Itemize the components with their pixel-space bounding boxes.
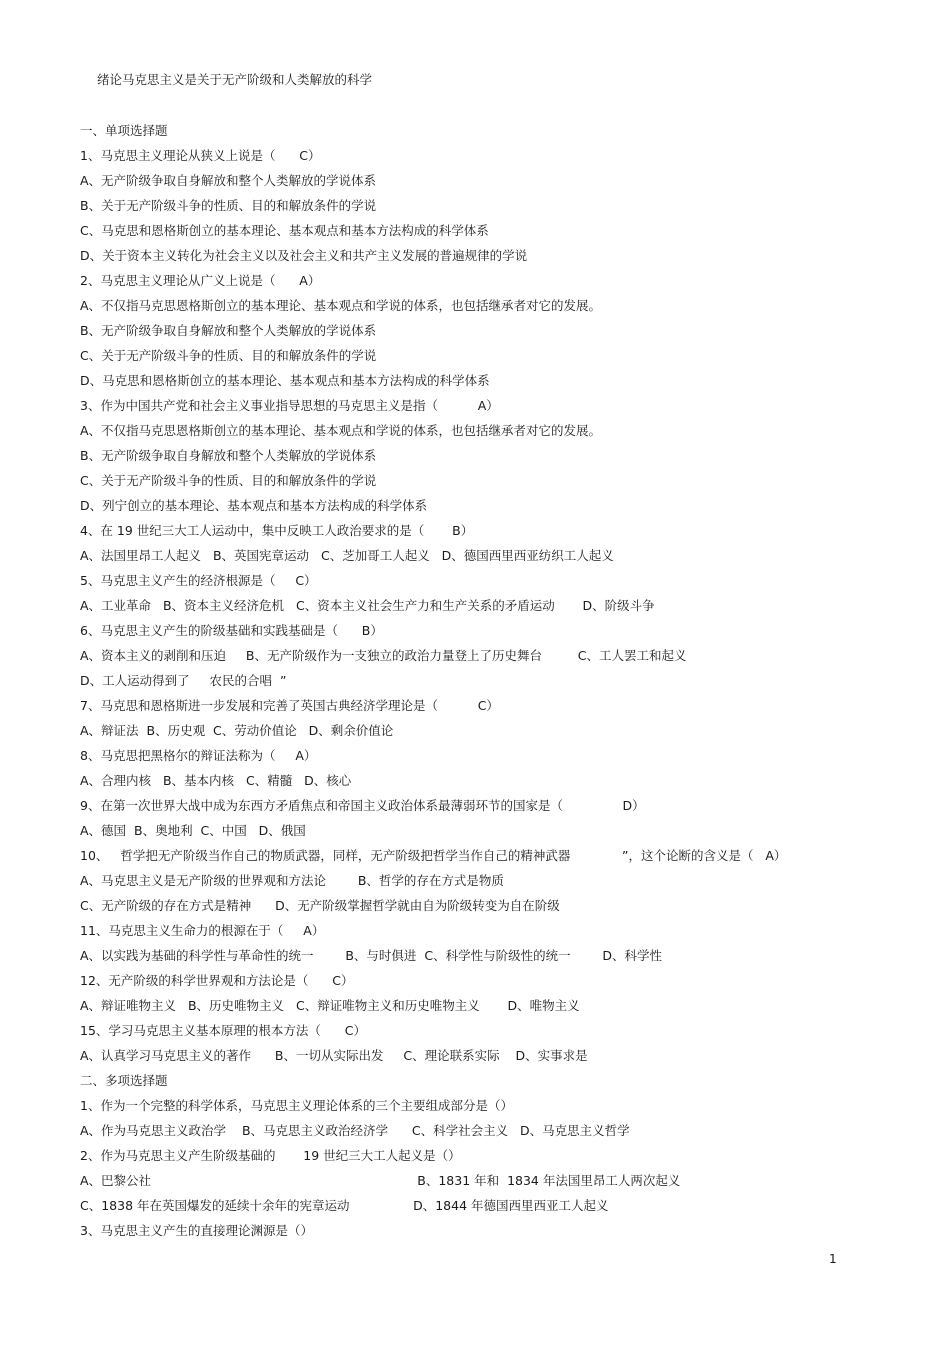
text-line: C、关于无产阶级斗争的性质、目的和解放条件的学说 (80, 473, 377, 488)
text-line: 11、马克思主义生命力的根源在于（ A） (80, 923, 325, 938)
text-line: 15、学习马克思主义基本原理的根本方法（ C） (80, 1023, 366, 1038)
document-body (80, 118, 920, 1243)
text-line: A、作为马克思主义政治学 B、马克思主义政治经济学 C、科学社会主义 D、马克思主义哲学 (80, 1123, 630, 1138)
text-line: 二、多项选择题 (80, 1073, 168, 1088)
text-line: A、合理内核 B、基本内核 C、精髓 D、核心 (80, 773, 352, 788)
text-line: A、法国里昂工人起义 B、英国宪章运动 C、芝加哥工人起义 D、德国西里西亚纺织工人起义 (80, 548, 614, 563)
text-line: A、德国 B、奥地利 C、中国 D、俄国 (80, 823, 306, 838)
text-line: D、工人运动得到了 农民的合唱 ” (80, 673, 287, 688)
text-line: D、关于资本主义转化为社会主义以及社会主义和共产主义发展的普遍规律的学说 (80, 248, 528, 263)
text-line: 3、马克思主义产生的直接理论渊源是（） (80, 1223, 313, 1238)
text-line: 7、马克思和恩格斯进一步发展和完善了英国古典经济学理论是（ C） (80, 698, 499, 713)
text-line: 2、马克思主义理论从广义上说是（ A） (80, 273, 321, 288)
text-line: A、不仅指马克思恩格斯创立的基本理论、基本观点和学说的体系，也包括继承者对它的发展。 (80, 423, 602, 438)
text-line: A、辩证法 B、历史观 C、劳动价值论 D、剩余价值论 (80, 723, 394, 738)
text-line: D、列宁创立的基本理论、基本观点和基本方法构成的科学体系 (80, 498, 428, 513)
text-line: A、巴黎公社 B、1831 年和 1834 年法国里昂工人两次起义 (80, 1173, 681, 1188)
text-line: 1、作为一个完整的科学体系，马克思主义理论体系的三个主要组成部分是（） (80, 1098, 513, 1113)
text-line: 12、无产阶级的科学世界观和方法论是（ C） (80, 973, 354, 988)
document-title: 绪论马克思主义是关于无产阶级和人类解放的科学 (97, 72, 373, 87)
text-line: A、工业革命 B、资本主义经济危机 C、资本主义社会生产力和生产关系的矛盾运动 D、阶级斗争 (80, 598, 655, 613)
text-line: 8、马克思把黑格尔的辩证法称为（ A） (80, 748, 317, 763)
text-line: 5、马克思主义产生的经济根源是（ C） (80, 573, 317, 588)
text-line: 4、在 19 世纪三大工人运动中，集中反映工人政治要求的是（ B） (80, 523, 474, 538)
text-line: 6、马克思主义产生的阶级基础和实践基础是（ B） (80, 623, 383, 638)
text-line: B、关于无产阶级斗争的性质、目的和解放条件的学说 (80, 198, 377, 213)
text-line: A、认真学习马克思主义的著作 B、一切从实际出发 C、理论联系实际 D、实事求是 (80, 1048, 588, 1063)
text-line: A、资本主义的剥削和压迫 B、无产阶级作为一支独立的政治力量登上了历史舞台 C、工人罢工和起义 (80, 648, 687, 663)
text-line: C、马克思和恩格斯创立的基本理论、基本观点和基本方法构成的科学体系 (80, 223, 489, 238)
text-line: C、关于无产阶级斗争的性质、目的和解放条件的学说 (80, 348, 377, 363)
text-line: 2、作为马克思主义产生阶级基础的 19 世纪三大工人起义是（） (80, 1148, 461, 1163)
text-line: A、马克思主义是无产阶级的世界观和方法论 B、哲学的存在方式是物质 (80, 873, 504, 888)
text-line: A、无产阶级争取自身解放和整个人类解放的学说体系 (80, 173, 377, 188)
text-line: 3、作为中国共产党和社会主义事业指导思想的马克思主义是指（ A） (80, 398, 499, 413)
text-line: B、无产阶级争取自身解放和整个人类解放的学说体系 (80, 323, 377, 338)
text-line: B、无产阶级争取自身解放和整个人类解放的学说体系 (80, 448, 377, 463)
text-line: A、不仅指马克思恩格斯创立的基本理论、基本观点和学说的体系，也包括继承者对它的发展。 (80, 298, 602, 313)
text-line: A、辩证唯物主义 B、历史唯物主义 C、辩证唯物主义和历史唯物主义 D、唯物主义 (80, 998, 580, 1013)
text-line: C、无产阶级的存在方式是精神 D、无产阶级掌握哲学就由自为阶级转变为自在阶级 (80, 898, 560, 913)
text-line: 10、 哲学把无产阶级当作自己的物质武器，同样，无产阶级把哲学当作自己的精神武器 ”，这个论断的含义是（ A） (80, 848, 787, 863)
text-line: 9、在第一次世界大战中成为东西方矛盾焦点和帝国主义政治体系最薄弱环节的国家是（ D） (80, 798, 645, 813)
text-line: 一、单项选择题 (80, 123, 168, 138)
text-line: D、马克思和恩格斯创立的基本理论、基本观点和基本方法构成的科学体系 (80, 373, 490, 388)
text-line: C、1838 年在英国爆发的延续十余年的宪章运动 D、1844 年德国西里西亚工人起义 (80, 1198, 609, 1213)
text-line: 1、马克思主义理论从狭义上说是（ C） (80, 148, 321, 163)
text-line: A、以实践为基础的科学性与革命性的统一 B、与时俱进 C、科学性与阶级性的统一 D、科学性 (80, 948, 663, 963)
page-number: 1 (829, 1252, 837, 1266)
